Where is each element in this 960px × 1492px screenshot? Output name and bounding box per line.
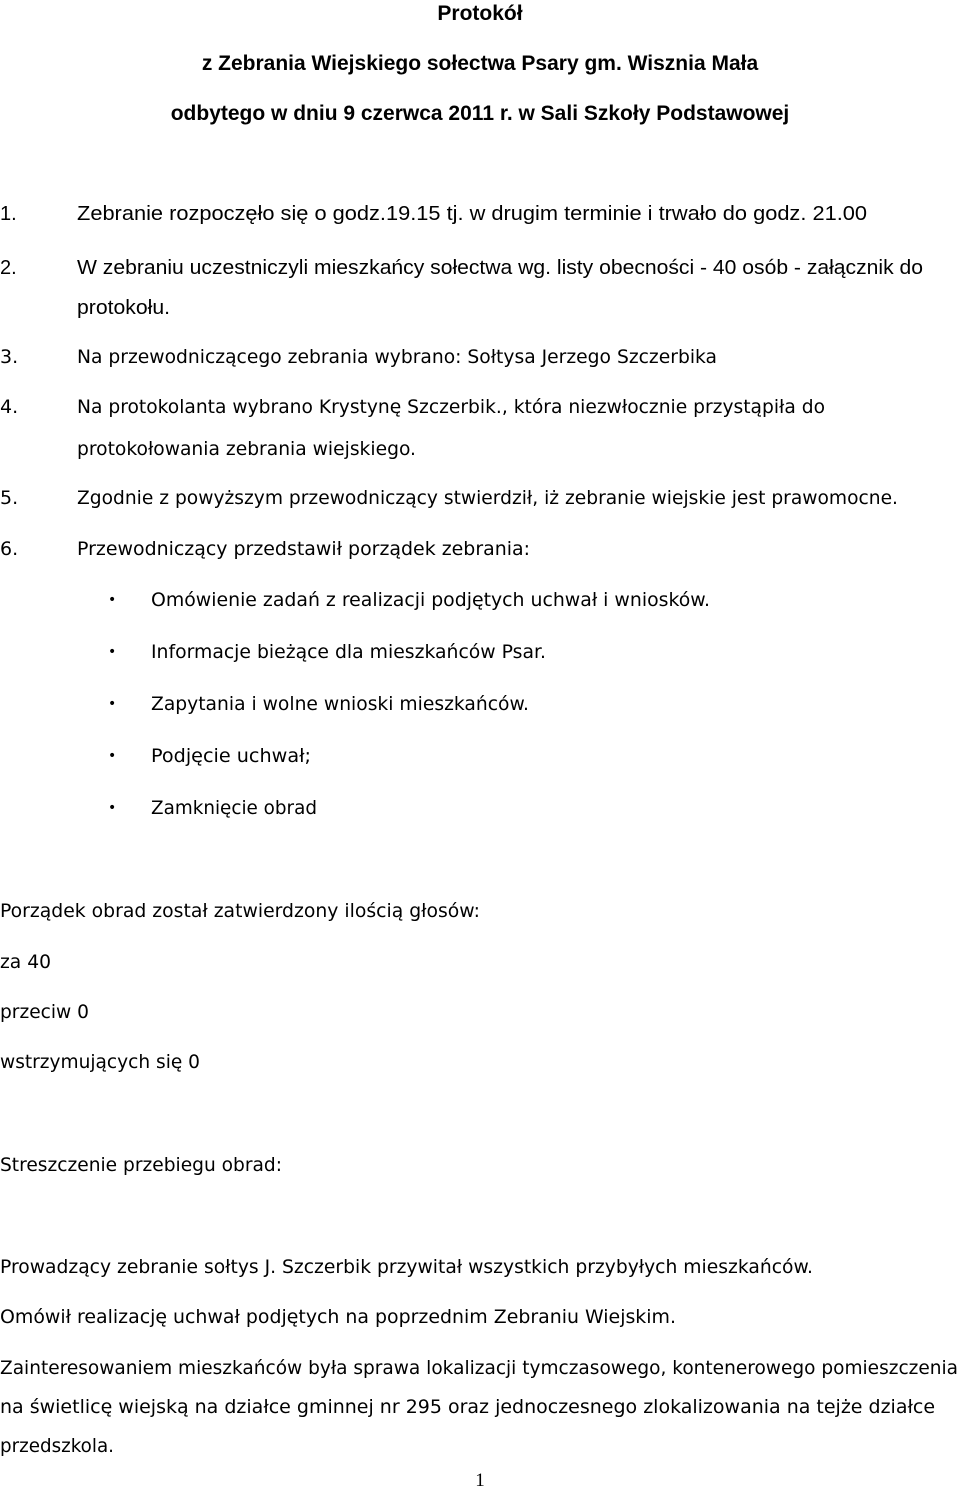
list-item-text: Zebranie rozpoczęło się o godz.19.15 tj. w drugim terminie i trwało do godz. 21.00 [77, 203, 868, 225]
summary-paragraph: Omówił realizację uchwał podjętych na poprzednim Zebraniu Wiejskim. [0, 1306, 676, 1328]
list-item-number: 4. [0, 396, 19, 418]
summary-paragraph: Prowadzący zebranie sołtys J. Szczerbik przywitał wszystkich przybyłych mieszkańców. [0, 1256, 814, 1278]
list-item-text: Przewodniczący przedstawił porządek zebrania: [77, 538, 531, 560]
document-subtitle: z Zebrania Wiejskiego sołectwa Psary gm. Wisznia Mała [201, 52, 759, 75]
vote-for: za 40 [0, 951, 51, 973]
list-item-text: Na przewodniczącego zebrania wybrano: Sołtysa Jerzego Szczerbika [77, 346, 718, 368]
list-item-text: Na protokolanta wybrano Krystynę Szczerbik., która niezwłocznie przystąpiła do [77, 396, 826, 418]
summary-paragraph-continuation: przedszkola. [0, 1435, 114, 1457]
page-number: 1 [475, 1470, 485, 1491]
list-item-text: Zgodnie z powyższym przewodniczący stwierdził, iż zebranie wiejskie jest prawomocne. [77, 487, 898, 509]
document-subtitle-date: odbytego w dniu 9 czerwca 2011 r. w Sali Szkoły Podstawowej [170, 102, 790, 125]
summary-paragraph-continuation: na świetlicę wiejską na działce gminnej nr 295 oraz jednoczesnego zlokalizowania na tejże działce [0, 1396, 936, 1418]
list-item-number: 6. [0, 538, 19, 560]
agenda-item-text: Informacje bieżące dla mieszkańców Psar. [151, 641, 546, 663]
vote-against: przeciw 0 [0, 1001, 90, 1023]
document-title: Protokół [437, 2, 523, 25]
agenda-item-text: Zamknięcie obrad [151, 797, 318, 819]
list-item-number: 2. [0, 257, 17, 279]
list-item-text: W zebraniu uczestniczyli mieszkańcy sołectwa wg. listy obecności - 40 osób - załącznik do [77, 257, 923, 279]
bullet-icon [108, 588, 116, 612]
list-item-text-continuation: protokołu. [77, 297, 171, 319]
summary-heading: Streszczenie przebiegu obrad: [0, 1154, 283, 1176]
bullet-icon [108, 744, 116, 768]
list-item-number: 3. [0, 346, 19, 368]
vote-abstain: wstrzymujących się 0 [0, 1051, 201, 1073]
list-item-text-continuation: protokołowania zebrania wiejskiego. [77, 438, 416, 460]
agenda-item-text: Omówienie zadań z realizacji podjętych uchwał i wniosków. [151, 589, 710, 611]
list-item-number: 5. [0, 487, 19, 509]
bullet-icon [108, 796, 116, 820]
bullet-icon [108, 692, 116, 716]
list-item-number: 1. [0, 203, 17, 225]
summary-paragraph: Zainteresowaniem mieszkańców była sprawa lokalizacji tymczasowego, kontenerowego pomieszczenia [0, 1357, 959, 1379]
agenda-item-text: Zapytania i wolne wnioski mieszkańców. [151, 693, 529, 715]
agenda-item-text: Podjęcie uchwał; [151, 745, 312, 767]
vote-intro: Porządek obrad został zatwierdzony ilością głosów: [0, 900, 480, 922]
bullet-icon [108, 640, 116, 664]
